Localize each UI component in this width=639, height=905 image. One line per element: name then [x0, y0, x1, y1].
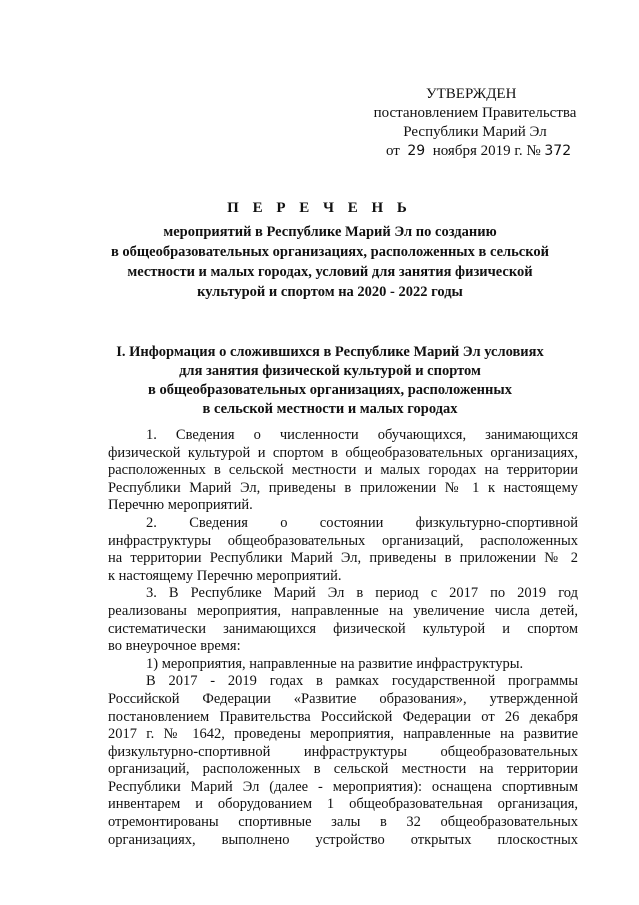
paragraph-line: расположенных в сельской местности и малых городах на территории — [108, 462, 578, 479]
paragraph-line: отремонтированы спортивные залы в 32 общеобразовательных — [108, 814, 578, 831]
paragraph-line: физической культурой и спортом в общеобразовательных организациях, — [108, 444, 578, 461]
paragraph-line: организациях, выполнено устройство открытых плоскостных — [108, 831, 578, 848]
paragraph-line: инфраструктуры общеобразовательных организаций, расположенных — [108, 532, 578, 549]
paragraph-line: инвентарем и оборудованием 1 общеобразовательная организация, — [108, 796, 578, 813]
approval-line-1: постановлением Правительства — [373, 105, 577, 121]
approval-date-line — [360, 142, 590, 161]
section-heading — [90, 343, 570, 419]
subtitle-line: в общеобразовательных организациях, расположенных в сельской — [110, 244, 550, 260]
approval-line-2: Республики Марий Эл — [403, 124, 547, 140]
paragraph-line: 2017 г. № 1642, проведены мероприятия, направленные на развитие — [108, 726, 578, 743]
paragraph-line: постановлением Правительства Российской Федерации от 26 декабря — [108, 708, 578, 725]
approval-title: УТВЕРЖДЕН — [426, 86, 517, 102]
paragraph-line: Республики Марий Эл, приведены в приложении № 1 к настоящему — [108, 479, 578, 496]
paragraph-line: к настоящему Перечню мероприятий. — [108, 567, 342, 584]
paragraph-line: 3. В Республике Марий Эл в период с 2017 по 2019 год — [146, 585, 578, 602]
document-title: П Е Р Е Ч Е Н Ь — [227, 200, 412, 216]
subtitle-line: мероприятий в Республике Марий Эл по созданию — [163, 224, 497, 240]
approval-number: 372 — [544, 143, 572, 159]
approval-stamp — [360, 85, 590, 161]
document-subtitle — [90, 222, 570, 302]
section-heading-line: в сельской местности и малых городах — [202, 401, 458, 417]
paragraph-line: Российской Федерации «Развитие образования», утвержденной — [108, 690, 578, 707]
paragraph-line: организаций, расположенных в сельской местности на территории — [108, 761, 578, 778]
body-text — [108, 427, 578, 849]
paragraph-line: 2. Сведения о состоянии физкультурно-спортивной — [146, 514, 578, 531]
paragraph-line: во внеурочное время: — [108, 638, 241, 655]
subtitle-line: местности и малых городах, условий для занятия физической — [127, 264, 533, 280]
section-heading-line: I. Информация о сложившихся в Республике Марий Эл условиях — [116, 344, 544, 360]
section-heading-line: для занятия физической культурой и спортом — [179, 363, 481, 379]
paragraph-line: реализованы мероприятия, направленные на увеличение числа детей, — [108, 602, 578, 619]
approval-day: 29 — [407, 143, 426, 159]
paragraph-line: В 2017 - 2019 годах в рамках государственной программы — [146, 673, 578, 690]
approval-date-rest: ноября 2019 г. № — [432, 143, 541, 159]
paragraph-line: систематически занимающихся физической культурой и спортом — [108, 620, 578, 637]
paragraph-line: Перечню мероприятий. — [108, 497, 253, 514]
approval-date-prefix: от — [386, 143, 400, 159]
section-heading-line: в общеобразовательных организациях, расположенных — [148, 382, 512, 398]
paragraph-line: на территории Республики Марий Эл, приведены в приложении № 2 — [108, 550, 578, 567]
paragraph-line: 1) мероприятия, направленные на развитие инфраструктуры. — [146, 655, 524, 672]
paragraph-line: физкультурно-спортивной инфраструктуры общеобразовательных — [108, 743, 578, 760]
subtitle-line: культурой и спортом на 2020 - 2022 годы — [197, 284, 463, 300]
paragraph-line: 1. Сведения о численности обучающихся, занимающихся — [146, 427, 578, 443]
paragraph-line: Республики Марий Эл (далее - мероприятия): оснащена спортивным — [108, 778, 578, 795]
